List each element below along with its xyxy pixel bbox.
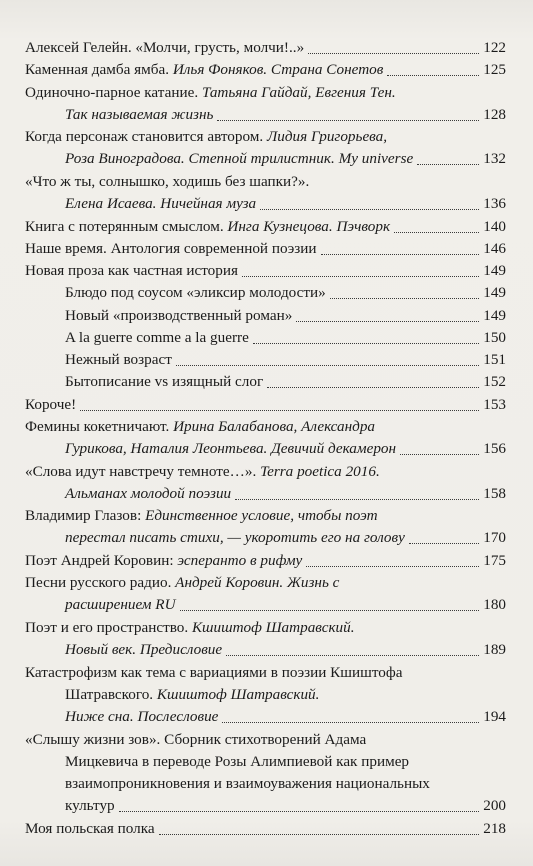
toc-dot-leader [180, 610, 479, 611]
toc-page-number: 153 [483, 396, 506, 413]
toc-page-number: 140 [483, 218, 506, 235]
toc-entry [0, 550, 533, 572]
toc-entry-author-title: Альманах молодой поэзии [65, 485, 232, 502]
toc-entry [0, 751, 533, 773]
toc-entry-title [65, 104, 213, 126]
toc-page-number: 146 [483, 240, 506, 257]
toc-dot-leader [260, 209, 479, 210]
toc-entry-title [65, 594, 176, 616]
toc-dot-leader [394, 232, 479, 233]
toc-dot-leader [253, 343, 479, 344]
toc-entry-text: культур [65, 797, 115, 814]
toc-dot-leader [400, 454, 479, 455]
toc-entry-author-title: перестал писать стихи, — укоротить его на голову [65, 529, 405, 546]
toc-entry-text: «Слышу жизни зов». Сборник стихотворений Адама [25, 731, 367, 748]
toc-entry [0, 238, 533, 260]
toc-entry-author-title: Кшиштоф Шатравский. [156, 686, 320, 703]
toc-page-number: 189 [483, 641, 506, 658]
toc-entry-title [25, 461, 380, 483]
toc-entry-title [65, 795, 115, 817]
toc-entry-text: Нежный возраст [65, 351, 172, 368]
toc-page-number: 158 [483, 485, 506, 502]
toc-entry [0, 795, 533, 817]
toc-entry-author-title: Единственное условие, чтобы поэт [145, 507, 378, 524]
toc-entry-text: Владимир Глазов: [25, 507, 146, 524]
toc-entry-title [25, 572, 339, 594]
toc-entry [0, 639, 533, 661]
toc-entry-title [65, 706, 218, 728]
toc-entry-title [25, 171, 309, 193]
toc-dot-leader [296, 321, 479, 322]
toc-entry [0, 171, 533, 193]
toc-entry [0, 349, 533, 371]
toc-entry-text: Моя польская полка [25, 820, 155, 837]
toc-page-number: 136 [483, 195, 506, 212]
toc-entry [0, 617, 533, 639]
toc-entry-author-title: Инга Кузнецова. Пэчворк [227, 218, 391, 235]
toc-page-number: 150 [483, 329, 506, 346]
toc-entry-text: Алексей Гелейн. «Молчи, грусть, молчи!..» [25, 39, 305, 56]
toc-entry-title [25, 260, 238, 282]
toc-page-number: 218 [483, 820, 506, 837]
toc-entry-author-title: Terra poetica 2016. [260, 463, 380, 480]
toc-entry [0, 394, 533, 416]
toc-page-number: 122 [483, 39, 506, 56]
toc-entry-author-title: Лидия Григорьева, [267, 128, 388, 145]
toc-entry [0, 371, 533, 393]
toc-page-number: 149 [483, 307, 506, 324]
toc-entry [0, 416, 533, 438]
toc-page-number: 128 [483, 106, 506, 123]
toc-entry-author-title: Татьяна Гайдай, Евгения Тен. [201, 84, 396, 101]
toc-page-number: 175 [483, 552, 506, 569]
toc-entry-title [25, 82, 396, 104]
toc-dot-leader [80, 410, 479, 411]
toc-entry [0, 282, 533, 304]
toc-dot-leader [308, 53, 479, 54]
toc-entry-text: Шатравского. [65, 686, 157, 703]
toc-entry [0, 216, 533, 238]
toc-entry-author-title: Кшиштоф Шатравский. [191, 619, 355, 636]
toc-entry-author-title: Гурикова, Наталия Леонтьева. Девичий декамерон [65, 440, 397, 457]
toc-entry [0, 505, 533, 527]
toc-entry-title [65, 773, 430, 795]
toc-entry-author-title: Ниже сна. Послесловие [65, 708, 219, 725]
toc-entry [0, 684, 533, 706]
toc-entry-text: Наше время. Антология современной поэзии [25, 240, 317, 257]
toc-entry-title [65, 639, 222, 661]
toc-entry [0, 594, 533, 616]
toc-entry [0, 148, 533, 170]
toc-entry-text: Мицкевича в переводе Розы Алимпиевой как пример [65, 753, 410, 770]
toc-entry-title [25, 37, 304, 59]
toc-entry-title [65, 327, 249, 349]
toc-entry [0, 729, 533, 751]
toc-entry-title [25, 416, 375, 438]
toc-dot-leader [417, 164, 479, 165]
toc-page-number: 151 [483, 351, 506, 368]
toc-entry-title [25, 550, 302, 572]
toc-entry-text: взаимопроникновения и взаимоуважения национальных [65, 775, 430, 792]
toc-entry-title [65, 349, 172, 371]
toc-entry-text: «Что ж ты, солнышко, ходишь без шапки?». [25, 173, 310, 190]
toc-entry [0, 461, 533, 483]
toc-entry-title [25, 617, 355, 639]
toc-dot-leader [409, 543, 479, 544]
toc-entry [0, 126, 533, 148]
toc-entry-author-title: Елена Исаева. Ничейная муза [65, 195, 257, 212]
toc-entry [0, 82, 533, 104]
toc-entry-text: Песни русского радио. [25, 574, 176, 591]
toc-page-number: 132 [483, 150, 506, 167]
toc-dot-leader [222, 722, 479, 723]
toc-entry [0, 527, 533, 549]
toc-entry [0, 327, 533, 349]
toc-entry-title [25, 662, 402, 684]
toc-entry-title [65, 527, 405, 549]
toc-dot-leader [217, 120, 479, 121]
toc-entry [0, 260, 533, 282]
toc-entry-title [65, 371, 263, 393]
toc-entry [0, 706, 533, 728]
toc-entry-text: «Слова идут навстречу темноте…». [25, 463, 261, 480]
toc-page-number: 149 [483, 284, 506, 301]
toc-page-number: 200 [483, 797, 506, 814]
toc-page-number: 125 [483, 61, 506, 78]
toc-entry-title [25, 216, 390, 238]
toc-page-number: 194 [483, 708, 506, 725]
toc-entry [0, 483, 533, 505]
toc-entry-title [25, 238, 317, 260]
toc-page-number: 180 [483, 596, 506, 613]
toc-entry-title [25, 729, 366, 751]
toc-entry [0, 818, 533, 840]
toc-entry-title [65, 305, 292, 327]
toc-dot-leader [159, 834, 479, 835]
toc-entry-text: Блюдо под соусом «эликсир молодости» [65, 284, 326, 301]
toc-entry-text: Фемины кокетничают. [25, 418, 174, 435]
toc-dot-leader [306, 566, 479, 567]
toc-entry-title [65, 483, 231, 505]
toc-entry-text: Катастрофизм как тема с вариациями в поэзии Кшиштофа [25, 664, 403, 681]
toc-entry-text: Книга с потерянным смыслом. [25, 218, 228, 235]
toc-entry-author-title: Илья Фоняков. Страна Сонетов [172, 61, 384, 78]
toc-entry-text: Одиночно-парное катание. [25, 84, 202, 101]
toc-dot-leader [321, 254, 479, 255]
toc-entry-title [65, 438, 396, 460]
toc-entry [0, 572, 533, 594]
toc-entry-text: A la guerre comme a la guerre [65, 329, 249, 346]
toc-entry [0, 305, 533, 327]
toc-dot-leader [235, 499, 479, 500]
toc-entry-title [25, 394, 76, 416]
toc-entry-title [65, 282, 326, 304]
toc-entry [0, 438, 533, 460]
toc-entry-title [65, 684, 319, 706]
toc-entry-text: Новый «производственный роман» [65, 307, 293, 324]
toc-entry-title [25, 818, 155, 840]
toc-dot-leader [119, 811, 479, 812]
toc-dot-leader [226, 655, 479, 656]
toc-entry-author-title: Роза Виноградова. Степной трилистник. My universe [65, 150, 414, 167]
toc-entry-text: Поэт и его пространство. [25, 619, 192, 636]
toc-entry-title [25, 59, 383, 81]
toc-entry-text: Короче! [25, 396, 77, 413]
toc-entry-author-title: Андрей Коровин. Жизнь с [175, 574, 340, 591]
toc-entry-text: Новая проза как частная история [25, 262, 238, 279]
toc-entry-author-title: расширением RU [65, 596, 176, 613]
toc-entry [0, 59, 533, 81]
toc-entry [0, 193, 533, 215]
toc-entry [0, 37, 533, 59]
toc-entry-text: Бытописание vs изящный слог [65, 373, 264, 390]
toc-entry-text: Поэт Андрей Коровин: [25, 552, 178, 569]
toc-page-number: 149 [483, 262, 506, 279]
toc-entry [0, 662, 533, 684]
toc-entry-author-title: эсперанто в рифму [177, 552, 303, 569]
toc-entry-author-title: Так называемая жизнь [65, 106, 214, 123]
toc-dot-leader [242, 276, 479, 277]
toc-entry-author-title: Новый век. Предисловие [65, 641, 223, 658]
toc-entry [0, 104, 533, 126]
toc-dot-leader [267, 387, 479, 388]
toc-entry-title [65, 751, 409, 773]
toc-entry-title [25, 505, 378, 527]
toc-dot-leader [176, 365, 479, 366]
toc-entry [0, 773, 533, 795]
toc-entry-title [65, 193, 256, 215]
toc-entry-text: Когда персонаж становится автором. [25, 128, 267, 145]
toc-entry-author-title: Ирина Балабанова, Александра [173, 418, 376, 435]
toc-page-number: 170 [483, 529, 506, 546]
toc-entry-title [25, 126, 387, 148]
toc-entry-title [65, 148, 413, 170]
toc-page-number: 152 [483, 373, 506, 390]
toc-dot-leader [330, 298, 479, 299]
toc-dot-leader [387, 75, 479, 76]
toc-page-number: 156 [483, 440, 506, 457]
toc-entry-text: Каменная дамба ямба. [25, 61, 173, 78]
